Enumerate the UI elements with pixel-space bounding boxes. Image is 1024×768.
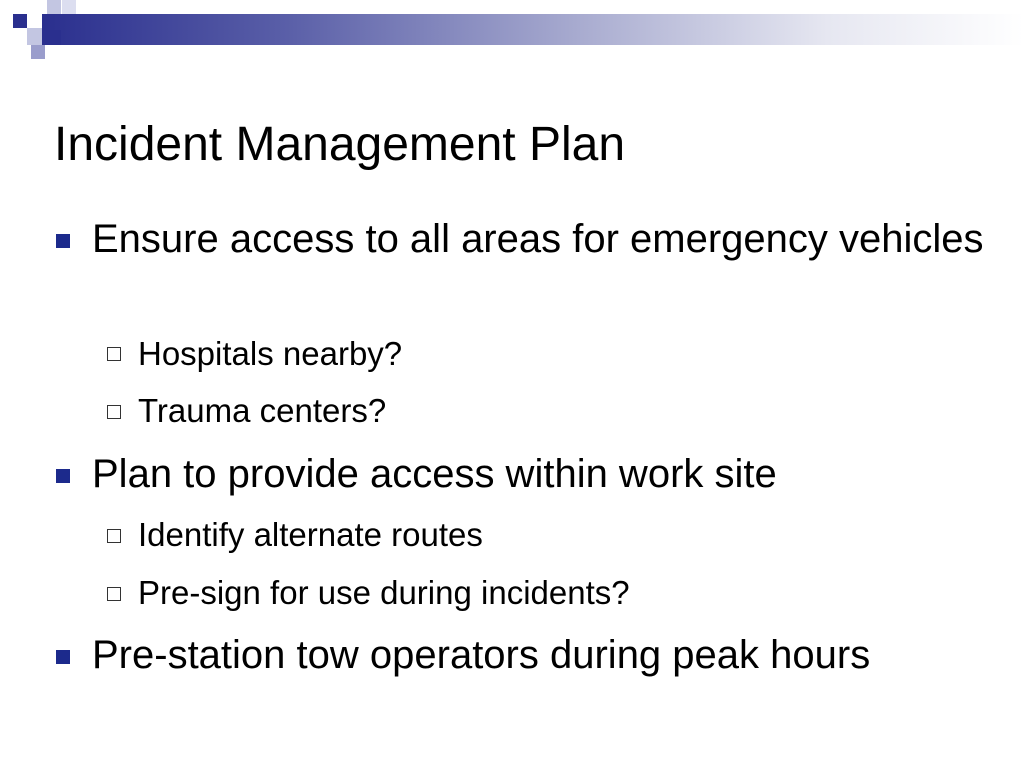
filled-square-bullet-icon [56, 469, 70, 483]
sub-bullet-item: Trauma centers? [138, 392, 387, 429]
bullet-item: Plan to provide access within work site [92, 452, 777, 496]
bullet-item: Pre-station tow operators during peak hours [92, 633, 871, 677]
hollow-square-bullet-icon [107, 587, 121, 601]
hollow-square-bullet-icon [107, 405, 121, 419]
sub-bullet-item: Identify alternate routes [138, 516, 483, 553]
hollow-square-bullet-icon [107, 347, 121, 361]
filled-square-bullet-icon [56, 234, 70, 248]
sub-bullet-item: Hospitals nearby? [138, 335, 403, 372]
bullet-item: Ensure access to all areas for emergency vehicles [92, 217, 984, 261]
sub-bullet-item: Pre-sign for use during incidents? [138, 574, 630, 611]
hollow-square-bullet-icon [107, 529, 121, 543]
slide-title: Incident Management Plan [54, 118, 626, 171]
filled-square-bullet-icon [56, 650, 70, 664]
